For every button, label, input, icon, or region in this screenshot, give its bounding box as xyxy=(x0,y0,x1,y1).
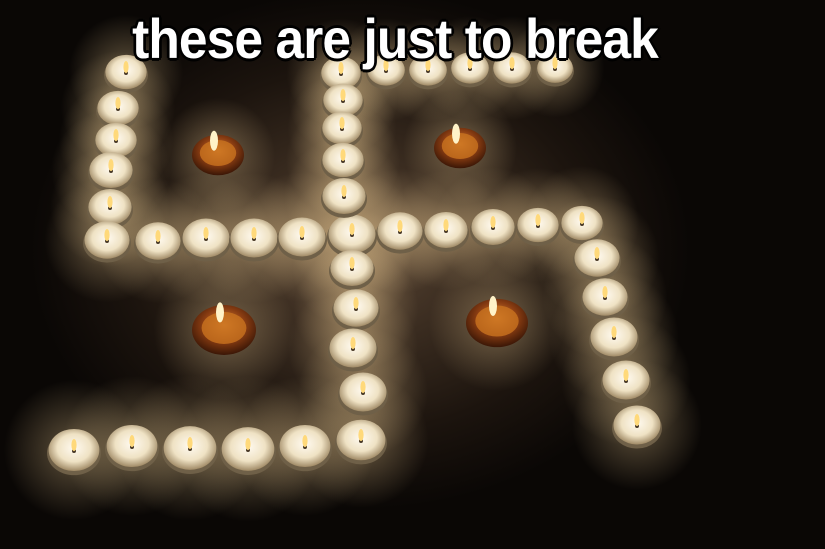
clay-diya-lamp xyxy=(429,255,565,391)
tealight-candle xyxy=(516,208,560,246)
clay-diya-lamp xyxy=(154,260,295,401)
meme-caption: these are just to break xyxy=(132,7,658,70)
tealight-candle xyxy=(329,250,375,290)
tealight-candle xyxy=(423,212,469,252)
tealight-candle xyxy=(88,152,134,192)
tealight-candle xyxy=(560,206,604,244)
clay-diya-lamp xyxy=(161,98,275,212)
tealight-candle xyxy=(321,112,363,149)
tealight-candle xyxy=(321,178,367,218)
clay-diya-lamp xyxy=(403,91,517,205)
tealight-candle xyxy=(470,209,516,249)
tealight-candle xyxy=(321,143,365,181)
